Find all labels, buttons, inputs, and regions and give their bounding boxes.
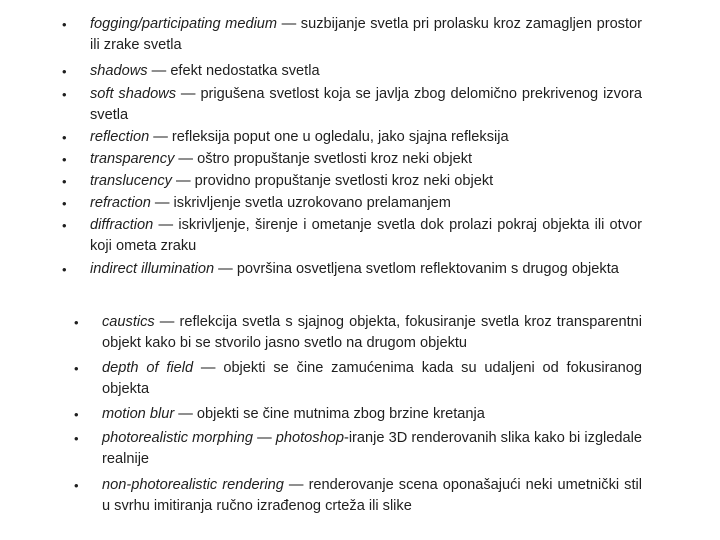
term: caustics — [102, 314, 155, 330]
list-item — [62, 215, 642, 257]
description: renderovanje scena oponašajući neki umetnički stil u svrhu imitiranja ručno izrađenog crteža ili slike — [102, 477, 642, 514]
description: providno propuštanje svetlosti kroz neki objekt — [194, 173, 494, 189]
list-item — [74, 404, 642, 425]
list-item — [74, 312, 642, 354]
term: transparency — [90, 151, 175, 167]
separator: — — [150, 195, 174, 211]
description: efekt nedostatka svetla — [170, 63, 320, 79]
term: motion blur — [102, 406, 175, 422]
bullet-icon: • — [74, 407, 79, 422]
term: soft shadows — [90, 86, 177, 102]
bullet-icon: • — [62, 130, 67, 145]
separator: — — [154, 314, 180, 330]
description: prigušena svetlost koja se javlja zbog delomično prekrivenog izvora svetla — [90, 86, 642, 123]
page-top-edge — [0, 0, 720, 9]
separator: — — [174, 151, 198, 167]
list-item — [62, 84, 642, 126]
list-item — [74, 475, 642, 517]
term: indirect illumination — [90, 261, 215, 277]
separator: — — [193, 360, 224, 376]
separator: — — [176, 86, 201, 102]
bullet-icon: • — [62, 196, 67, 211]
description: refleksija poput one u ogledalu, jako sjajna refleksija — [171, 129, 509, 145]
term: non-photorealistic rendering — [102, 477, 284, 493]
bullet-icon: • — [74, 478, 79, 493]
bullet-icon: • — [62, 262, 67, 277]
term: diffraction — [90, 217, 154, 233]
list-item — [62, 193, 642, 214]
bullet-icon: • — [74, 315, 79, 330]
bullet-icon: • — [62, 174, 67, 189]
bullet-icon: • — [62, 87, 67, 102]
list-item — [62, 14, 642, 56]
description: objekti se čine zamućenima kada su udaljeni od fokusiranog objekta — [102, 360, 642, 397]
separator: — — [147, 63, 171, 79]
list-item — [74, 358, 642, 400]
separator: — — [277, 16, 301, 32]
separator: — — [149, 129, 172, 145]
term: refraction — [90, 195, 151, 211]
separator: — — [174, 406, 197, 422]
bullet-icon: • — [74, 361, 79, 376]
term: shadows — [90, 63, 148, 79]
description-term: photoshop — [275, 430, 344, 446]
separator: — — [153, 217, 179, 233]
list-item — [62, 149, 642, 170]
bullet-icon: • — [62, 64, 67, 79]
term: fogging/participating medium — [90, 16, 278, 32]
description: objekti se čine mutnima zbog brzine kretanja — [196, 406, 485, 422]
separator: — — [171, 173, 195, 189]
term: translucency — [90, 173, 172, 189]
list-item — [62, 259, 642, 280]
description: -iranje 3D renderovanih slika kako bi izgledale realnije — [102, 430, 643, 467]
term: reflection — [90, 129, 150, 145]
separator: — — [283, 477, 309, 493]
separator: — — [214, 261, 237, 277]
description: površina osvetljena svetlom reflektovanim s drugog objekta — [236, 261, 619, 277]
bullet-icon: • — [62, 152, 67, 167]
description: oštro propuštanje svetlosti kroz neki objekt — [197, 151, 473, 167]
term: photorealistic morphing — [102, 430, 253, 446]
list-item — [62, 61, 642, 82]
bullet-icon: • — [62, 218, 67, 233]
bullet-icon: • — [62, 17, 67, 32]
description: suzbijanje svetla pri prolasku kroz zamagljen prostor ili zrake svetla — [90, 16, 643, 53]
bullet-icon: • — [74, 431, 79, 446]
separator: — — [252, 430, 276, 446]
description: iskrivljenje, širenje i ometanje svetla dok prolazi pokraj objekta ili otvor koji ometa zraku — [90, 217, 642, 254]
list-item — [62, 127, 642, 148]
description: reflekcija svetla s sjajnog objekta, fokusiranje svetla kroz transparentni objekt kako bi se stvorilo jasno svetlo na drugom objektu — [102, 314, 642, 351]
list-item — [62, 171, 642, 192]
description: iskrivljenje svetla uzrokovano prelamanjem — [173, 195, 451, 211]
term: depth of field — [102, 360, 194, 376]
list-item — [74, 428, 642, 470]
